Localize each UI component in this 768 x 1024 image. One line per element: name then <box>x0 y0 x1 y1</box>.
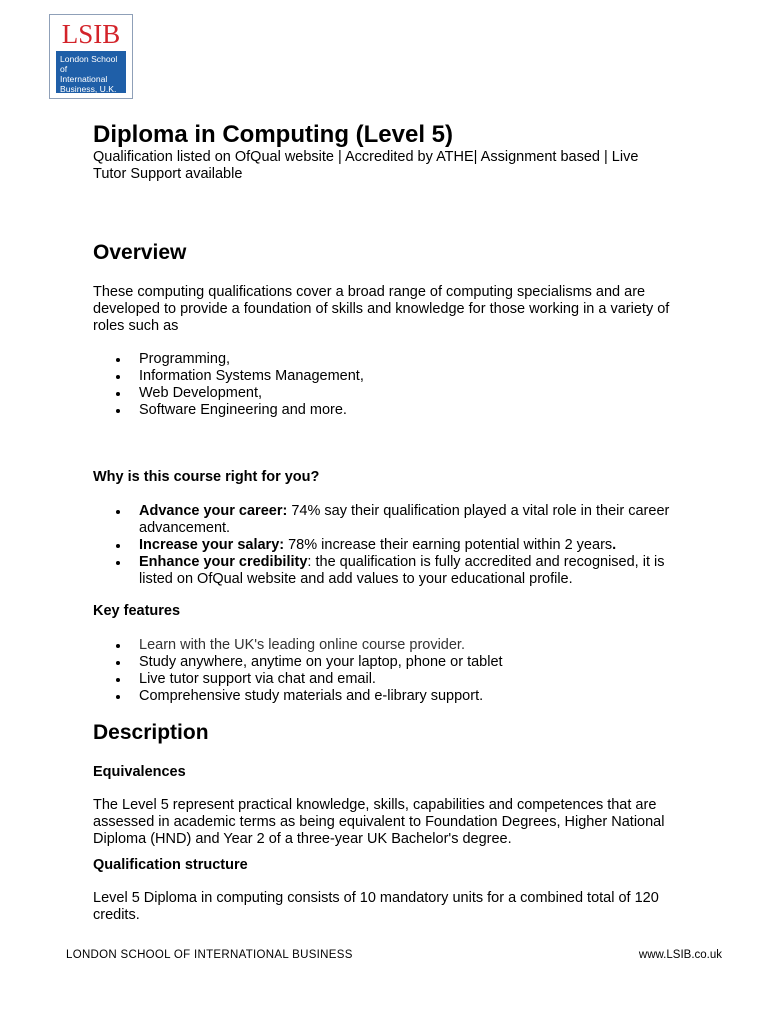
logo-line-2: International <box>60 74 108 84</box>
equivalences-paragraph: The Level 5 represent practical knowledge, skills, capabilities and competences that are assessed in academic terms as being equivalent to Foundation Degrees, Higher National Diploma (HND) and Year 2 of a three-year UK Bachelor's degree. <box>93 797 665 847</box>
benefits-list <box>93 503 683 588</box>
benefit-text: 74% say their qualification played a vital role in their career advancement. <box>139 503 670 536</box>
list-item: Web Development, <box>93 385 683 402</box>
structure-heading: Qualification structure <box>93 857 248 873</box>
list-item <box>93 537 683 554</box>
roles-list <box>93 351 683 419</box>
list-item: Programming, <box>93 351 683 368</box>
why-heading: Why is this course right for you? <box>93 469 320 485</box>
benefit-text: 78% increase their earning potential within 2 years <box>284 537 613 553</box>
structure-paragraph: Level 5 Diploma in computing consists of 10 mandatory units for a combined total of 120 credits. <box>93 890 659 923</box>
benefit-label: Enhance your credibility <box>139 554 308 570</box>
features-list <box>93 637 683 705</box>
benefit-tail: . <box>612 537 617 553</box>
page-subtitle: Qualification listed on OfQual website | Accredited by ATHE| Assignment based | Live Tutor Support available <box>93 149 639 182</box>
list-item: Live tutor support via chat and email. <box>93 671 683 688</box>
page-title: Diploma in Computing (Level 5) <box>93 121 454 148</box>
description-heading: Description <box>93 721 209 744</box>
overview-heading: Overview <box>93 241 187 264</box>
logo-line-3: Business, U.K. <box>60 84 117 94</box>
benefit-label: Advance your career: <box>139 503 288 519</box>
list-item: Information Systems Management, <box>93 368 683 385</box>
overview-paragraph: These computing qualifications cover a broad range of computing specialisms and are developed to provide a foundation of skills and knowledge for those working in a variety of roles such as <box>93 284 670 334</box>
footer-school-name: LONDON SCHOOL OF INTERNATIONAL BUSINESS <box>66 949 353 961</box>
list-item: Learn with the UK's leading online course provider. <box>93 637 683 654</box>
list-item <box>93 503 683 537</box>
equivalences-heading: Equivalences <box>93 764 186 780</box>
lsib-logo <box>49 14 133 99</box>
list-item: Study anywhere, anytime on your laptop, phone or tablet <box>93 654 683 671</box>
list-item: Comprehensive study materials and e-library support. <box>93 688 683 705</box>
logo-line-1: London School of <box>60 54 118 74</box>
footer-website-link[interactable]: www.LSIB.co.uk <box>638 949 722 961</box>
logo-subtitle-box <box>56 51 126 93</box>
logo-wordmark: LSIB <box>61 19 121 49</box>
list-item: Software Engineering and more. <box>93 402 683 419</box>
features-heading: Key features <box>93 603 181 619</box>
benefit-text: : the qualification is fully accredited and recognised, it is listed on OfQual website and add values to your educational profile. <box>139 554 665 587</box>
list-item <box>93 554 683 588</box>
benefit-label: Increase your salary: <box>139 537 285 553</box>
